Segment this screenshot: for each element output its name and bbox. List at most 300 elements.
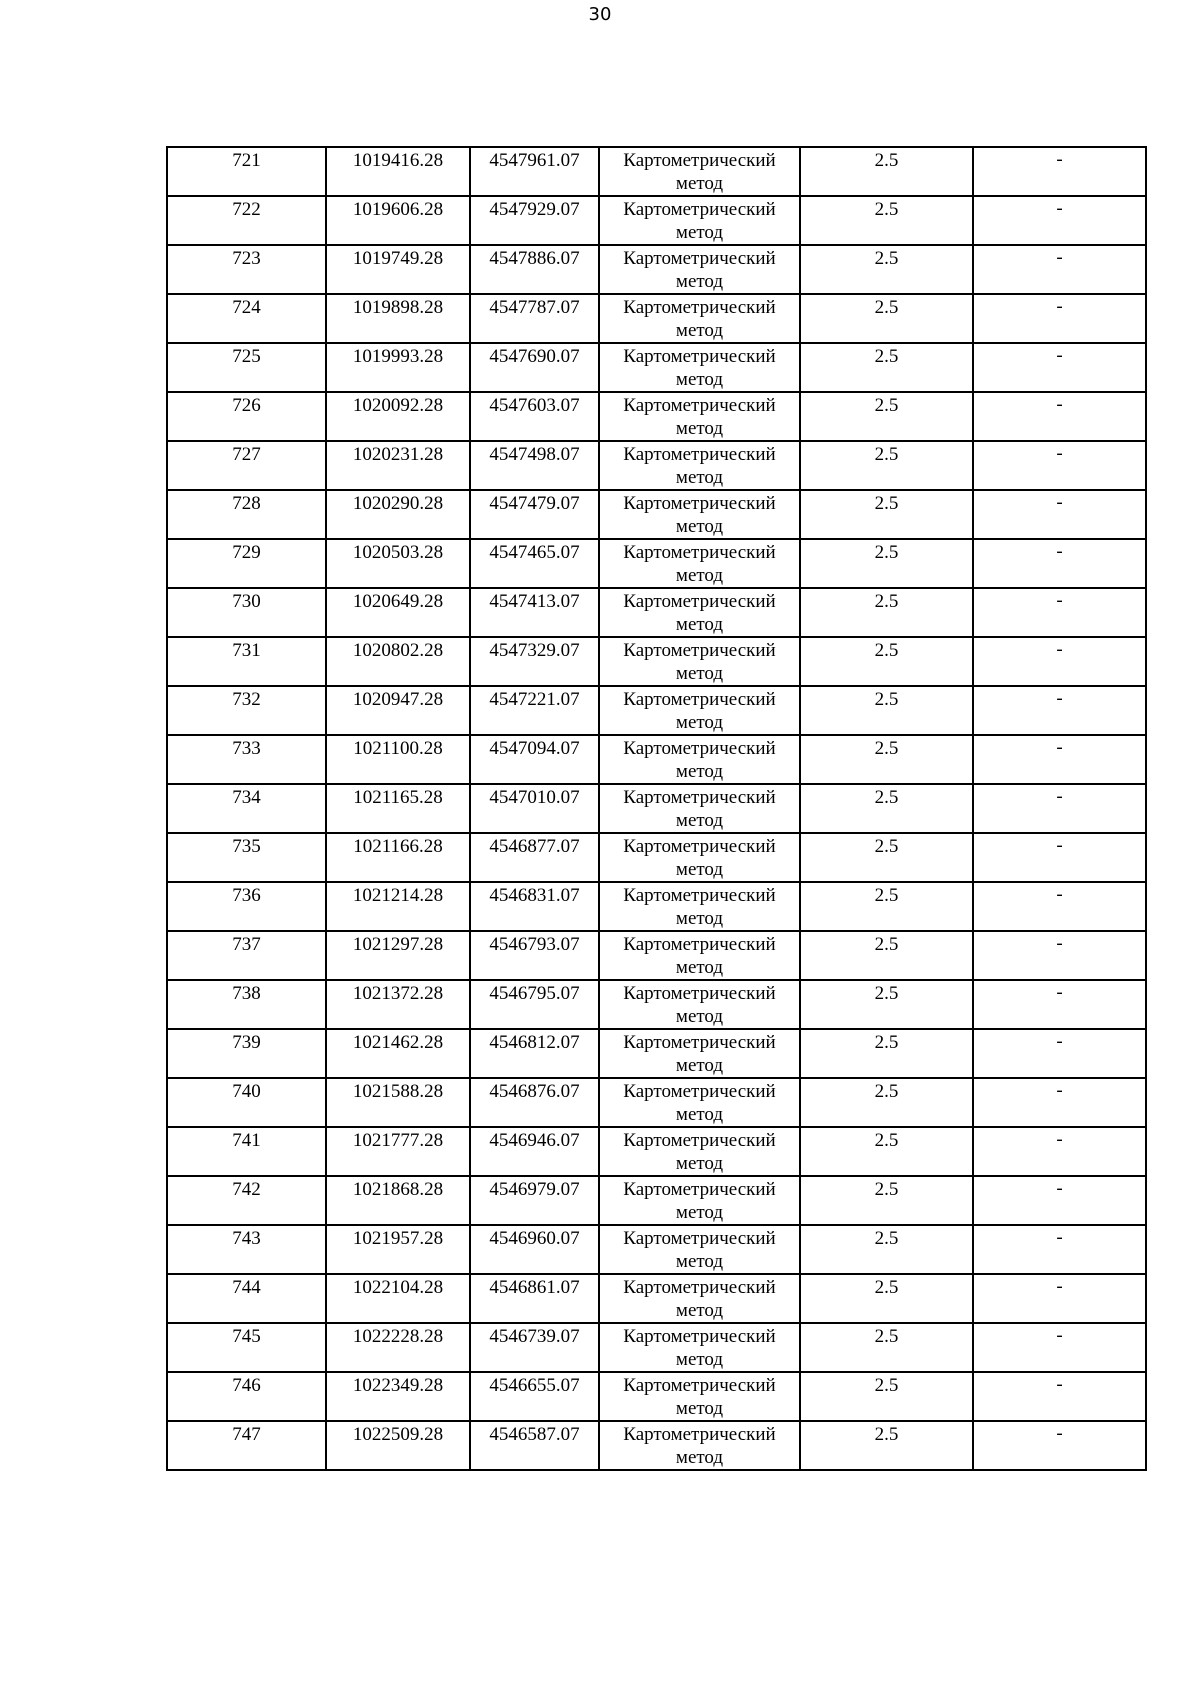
method-line2: метод <box>675 565 724 586</box>
note-cell-text: - <box>1056 1227 1063 1248</box>
x-coordinate-cell <box>326 147 470 196</box>
method-line2: метод <box>675 1104 724 1125</box>
note-cell-text: - <box>1056 296 1063 317</box>
y-coordinate-cell-text: 4547094.07 <box>489 738 580 759</box>
method-line2: метод <box>675 663 724 684</box>
y-coordinate-cell-text: 4546979.07 <box>489 1179 580 1200</box>
note-cell <box>973 294 1146 343</box>
table-row <box>167 1225 1146 1274</box>
accuracy-cell <box>800 588 973 637</box>
method-cell <box>599 1225 800 1274</box>
y-coordinate-cell <box>470 980 599 1029</box>
method-line2: метод <box>675 908 724 929</box>
x-coordinate-cell <box>326 882 470 931</box>
point-number-cell-text: 745 <box>232 1326 261 1347</box>
table-row <box>167 490 1146 539</box>
accuracy-cell-text: 2.5 <box>874 1228 899 1249</box>
y-coordinate-cell <box>470 735 599 784</box>
note-cell-text: - <box>1056 590 1063 611</box>
point-number-cell-text: 740 <box>232 1081 261 1102</box>
method-cell <box>599 392 800 441</box>
point-number-cell-text: 734 <box>232 787 261 808</box>
x-coordinate-cell <box>326 1029 470 1078</box>
page-number: 30 <box>588 4 612 25</box>
point-number-cell-text: 723 <box>232 248 261 269</box>
note-cell <box>973 686 1146 735</box>
table-row <box>167 1274 1146 1323</box>
method-line1: Картометрический <box>623 199 776 220</box>
method-line2: метод <box>675 1202 724 1223</box>
accuracy-cell <box>800 735 973 784</box>
method-line1: Картометрический <box>623 738 776 759</box>
accuracy-cell <box>800 1127 973 1176</box>
note-cell-text: - <box>1056 198 1063 219</box>
note-cell-text: - <box>1056 149 1063 170</box>
method-cell <box>599 1372 800 1421</box>
x-coordinate-cell <box>326 931 470 980</box>
x-coordinate-cell <box>326 1176 470 1225</box>
method-line1: Картометрический <box>623 885 776 906</box>
method-line1: Картометрический <box>623 346 776 367</box>
note-cell-text: - <box>1056 1374 1063 1395</box>
point-number-cell <box>167 1225 326 1274</box>
note-cell <box>973 1323 1146 1372</box>
x-coordinate-cell <box>326 245 470 294</box>
method-line1: Картометрический <box>623 787 776 808</box>
method-cell <box>599 1127 800 1176</box>
table-row <box>167 686 1146 735</box>
note-cell-text: - <box>1056 982 1063 1003</box>
y-coordinate-cell-text: 4546960.07 <box>489 1228 580 1249</box>
note-cell-text: - <box>1056 1423 1063 1444</box>
point-number-cell <box>167 1421 326 1470</box>
accuracy-cell <box>800 490 973 539</box>
method-line2: метод <box>675 222 724 243</box>
accuracy-cell-text: 2.5 <box>874 346 899 367</box>
method-cell <box>599 1029 800 1078</box>
note-cell <box>973 1421 1146 1470</box>
x-coordinate-cell <box>326 1127 470 1176</box>
x-coordinate-cell-text: 1020503.28 <box>352 542 444 563</box>
accuracy-cell <box>800 294 973 343</box>
y-coordinate-cell-text: 4547413.07 <box>489 591 580 612</box>
x-coordinate-cell <box>326 490 470 539</box>
table-row <box>167 1029 1146 1078</box>
method-line2: метод <box>675 810 724 831</box>
y-coordinate-cell <box>470 588 599 637</box>
note-cell <box>973 245 1146 294</box>
note-cell <box>973 1078 1146 1127</box>
table-row <box>167 1127 1146 1176</box>
note-cell-text: - <box>1056 1129 1063 1150</box>
accuracy-cell-text: 2.5 <box>874 983 899 1004</box>
y-coordinate-cell <box>470 392 599 441</box>
method-line2: метод <box>675 320 724 341</box>
table-row <box>167 1323 1146 1372</box>
method-cell <box>599 1176 800 1225</box>
note-cell-text: - <box>1056 1080 1063 1101</box>
point-number-cell-text: 732 <box>232 689 261 710</box>
point-number-cell <box>167 1372 326 1421</box>
method-cell <box>599 147 800 196</box>
y-coordinate-cell <box>470 245 599 294</box>
x-coordinate-cell-text: 1021166.28 <box>353 836 443 857</box>
y-coordinate-cell-text: 4547010.07 <box>489 787 580 808</box>
note-cell-text: - <box>1056 394 1063 415</box>
method-cell <box>599 833 800 882</box>
note-cell-text: - <box>1056 884 1063 905</box>
method-cell <box>599 686 800 735</box>
accuracy-cell <box>800 1078 973 1127</box>
table-row <box>167 588 1146 637</box>
point-number-cell-text: 725 <box>232 346 261 367</box>
point-number-cell <box>167 441 326 490</box>
table-row <box>167 784 1146 833</box>
accuracy-cell <box>800 882 973 931</box>
y-coordinate-cell <box>470 441 599 490</box>
x-coordinate-cell <box>326 1225 470 1274</box>
method-line2: метод <box>675 369 724 390</box>
x-coordinate-cell-text: 1022349.28 <box>352 1375 444 1396</box>
y-coordinate-cell-text: 4547479.07 <box>489 493 580 514</box>
point-number-cell <box>167 980 326 1029</box>
y-coordinate-cell-text: 4547690.07 <box>489 346 580 367</box>
accuracy-cell <box>800 441 973 490</box>
x-coordinate-cell-text: 1019416.28 <box>352 150 444 171</box>
accuracy-cell-text: 2.5 <box>874 493 899 514</box>
x-coordinate-cell-text: 1021462.28 <box>352 1032 444 1053</box>
note-cell <box>973 1372 1146 1421</box>
method-cell <box>599 588 800 637</box>
y-coordinate-cell-text: 4546795.07 <box>489 983 580 1004</box>
y-coordinate-cell-text: 4547465.07 <box>489 542 580 563</box>
point-number-cell-text: 730 <box>232 591 261 612</box>
method-line1: Картометрический <box>623 640 776 661</box>
accuracy-cell <box>800 1274 973 1323</box>
table-row <box>167 833 1146 882</box>
note-cell-text: - <box>1056 1276 1063 1297</box>
y-coordinate-cell-text: 4547961.07 <box>489 150 580 171</box>
y-coordinate-cell <box>470 1078 599 1127</box>
method-cell <box>599 245 800 294</box>
accuracy-cell <box>800 637 973 686</box>
table-row <box>167 245 1146 294</box>
method-cell <box>599 490 800 539</box>
accuracy-cell <box>800 392 973 441</box>
accuracy-cell <box>800 1323 973 1372</box>
x-coordinate-cell-text: 1020290.28 <box>352 493 444 514</box>
method-line2: метод <box>675 173 724 194</box>
method-line1: Картометрический <box>623 836 776 857</box>
accuracy-cell-text: 2.5 <box>874 1326 899 1347</box>
y-coordinate-cell <box>470 147 599 196</box>
accuracy-cell-text: 2.5 <box>874 297 899 318</box>
accuracy-cell <box>800 784 973 833</box>
accuracy-cell-text: 2.5 <box>874 199 899 220</box>
method-cell <box>599 343 800 392</box>
point-number-cell-text: 722 <box>232 199 261 220</box>
x-coordinate-cell <box>326 392 470 441</box>
method-line2: метод <box>675 1300 724 1321</box>
accuracy-cell <box>800 196 973 245</box>
table-row <box>167 147 1146 196</box>
x-coordinate-cell <box>326 1372 470 1421</box>
note-cell-text: - <box>1056 247 1063 268</box>
method-line1: Картометрический <box>623 934 776 955</box>
x-coordinate-cell <box>326 980 470 1029</box>
accuracy-cell-text: 2.5 <box>874 1277 899 1298</box>
note-cell <box>973 1225 1146 1274</box>
x-coordinate-cell <box>326 833 470 882</box>
method-line1: Картометрический <box>623 444 776 465</box>
note-cell-text: - <box>1056 492 1063 513</box>
accuracy-cell <box>800 245 973 294</box>
method-cell <box>599 294 800 343</box>
note-cell-text: - <box>1056 1325 1063 1346</box>
accuracy-cell-text: 2.5 <box>874 248 899 269</box>
note-cell <box>973 931 1146 980</box>
x-coordinate-cell-text: 1020649.28 <box>352 591 444 612</box>
y-coordinate-cell <box>470 686 599 735</box>
method-line1: Картометрический <box>623 1228 776 1249</box>
table-row <box>167 441 1146 490</box>
method-line2: метод <box>675 1349 724 1370</box>
x-coordinate-cell <box>326 196 470 245</box>
y-coordinate-cell-text: 4546877.07 <box>489 836 580 857</box>
point-number-cell-text: 737 <box>232 934 261 955</box>
x-coordinate-cell-text: 1019606.28 <box>352 199 444 220</box>
y-coordinate-cell <box>470 196 599 245</box>
point-number-cell <box>167 1127 326 1176</box>
point-number-cell <box>167 245 326 294</box>
accuracy-cell <box>800 980 973 1029</box>
point-number-cell <box>167 735 326 784</box>
y-coordinate-cell-text: 4547221.07 <box>489 689 580 710</box>
y-coordinate-cell <box>470 784 599 833</box>
x-coordinate-cell-text: 1021588.28 <box>352 1081 444 1102</box>
method-line1: Картометрический <box>623 297 776 318</box>
point-number-cell <box>167 294 326 343</box>
note-cell-text: - <box>1056 541 1063 562</box>
point-number-cell <box>167 196 326 245</box>
accuracy-cell <box>800 539 973 588</box>
accuracy-cell-text: 2.5 <box>874 1130 899 1151</box>
note-cell <box>973 441 1146 490</box>
note-cell-text: - <box>1056 688 1063 709</box>
x-coordinate-cell-text: 1022509.28 <box>352 1424 444 1445</box>
accuracy-cell-text: 2.5 <box>874 1032 899 1053</box>
y-coordinate-cell-text: 4546946.07 <box>489 1130 580 1151</box>
point-number-cell-text: 736 <box>232 885 261 906</box>
x-coordinate-cell-text: 1021372.28 <box>352 983 444 1004</box>
method-line1: Картометрический <box>623 248 776 269</box>
note-cell <box>973 1029 1146 1078</box>
point-number-cell <box>167 637 326 686</box>
point-number-cell <box>167 1029 326 1078</box>
method-line1: Картометрический <box>623 395 776 416</box>
point-number-cell-text: 741 <box>232 1130 261 1151</box>
point-number-cell-text: 746 <box>232 1375 261 1396</box>
accuracy-cell <box>800 1225 973 1274</box>
method-cell <box>599 931 800 980</box>
method-cell <box>599 1323 800 1372</box>
method-line2: метод <box>675 957 724 978</box>
method-cell <box>599 784 800 833</box>
method-cell <box>599 735 800 784</box>
y-coordinate-cell-text: 4546812.07 <box>489 1032 580 1053</box>
x-coordinate-cell-text: 1021165.28 <box>353 787 443 808</box>
accuracy-cell-text: 2.5 <box>874 150 899 171</box>
point-number-cell-text: 738 <box>232 983 261 1004</box>
method-line1: Картометрический <box>623 1424 776 1445</box>
accuracy-cell-text: 2.5 <box>874 1179 899 1200</box>
y-coordinate-cell-text: 4546831.07 <box>489 885 580 906</box>
method-line2: метод <box>675 1398 724 1419</box>
method-line2: метод <box>675 1055 724 1076</box>
y-coordinate-cell <box>470 490 599 539</box>
method-line1: Картометрический <box>623 689 776 710</box>
method-line2: метод <box>675 1447 724 1468</box>
accuracy-cell <box>800 1029 973 1078</box>
method-line1: Картометрический <box>623 1130 776 1151</box>
note-cell-text: - <box>1056 1031 1063 1052</box>
point-number-cell-text: 721 <box>232 150 261 171</box>
note-cell-text: - <box>1056 443 1063 464</box>
table-row <box>167 294 1146 343</box>
table-row <box>167 735 1146 784</box>
point-number-cell-text: 727 <box>232 444 261 465</box>
y-coordinate-cell <box>470 1274 599 1323</box>
method-cell <box>599 882 800 931</box>
point-number-cell-text: 735 <box>232 836 261 857</box>
table-row <box>167 882 1146 931</box>
accuracy-cell-text: 2.5 <box>874 885 899 906</box>
accuracy-cell-text: 2.5 <box>874 787 899 808</box>
x-coordinate-cell <box>326 1421 470 1470</box>
accuracy-cell <box>800 931 973 980</box>
method-line2: метод <box>675 271 724 292</box>
x-coordinate-cell-text: 1022104.28 <box>352 1277 444 1298</box>
y-coordinate-cell-text: 4547498.07 <box>489 444 580 465</box>
table-row <box>167 392 1146 441</box>
note-cell <box>973 882 1146 931</box>
y-coordinate-cell <box>470 882 599 931</box>
method-line1: Картометрический <box>623 1326 776 1347</box>
note-cell <box>973 1274 1146 1323</box>
accuracy-cell <box>800 1372 973 1421</box>
note-cell <box>973 1127 1146 1176</box>
accuracy-cell-text: 2.5 <box>874 1081 899 1102</box>
method-line1: Картометрический <box>623 983 776 1004</box>
y-coordinate-cell <box>470 1176 599 1225</box>
y-coordinate-cell <box>470 637 599 686</box>
method-line2: метод <box>675 467 724 488</box>
x-coordinate-cell <box>326 784 470 833</box>
x-coordinate-cell <box>326 294 470 343</box>
accuracy-cell-text: 2.5 <box>874 689 899 710</box>
note-cell <box>973 784 1146 833</box>
table-row <box>167 931 1146 980</box>
point-number-cell-text: 731 <box>232 640 261 661</box>
table-row <box>167 343 1146 392</box>
point-number-cell <box>167 147 326 196</box>
accuracy-cell <box>800 343 973 392</box>
y-coordinate-cell <box>470 1421 599 1470</box>
y-coordinate-cell <box>470 931 599 980</box>
method-line2: метод <box>675 1153 724 1174</box>
table-row <box>167 1176 1146 1225</box>
point-number-cell <box>167 931 326 980</box>
point-number-cell <box>167 343 326 392</box>
method-line1: Картометрический <box>623 542 776 563</box>
y-coordinate-cell-text: 4546861.07 <box>489 1277 580 1298</box>
note-cell <box>973 1176 1146 1225</box>
note-cell <box>973 392 1146 441</box>
point-number-cell-text: 728 <box>232 493 261 514</box>
method-line1: Картометрический <box>623 1375 776 1396</box>
y-coordinate-cell <box>470 1225 599 1274</box>
method-cell <box>599 1421 800 1470</box>
x-coordinate-cell <box>326 588 470 637</box>
method-line1: Картометрический <box>623 493 776 514</box>
point-number-cell-text: 747 <box>232 1424 261 1445</box>
method-line1: Картометрический <box>623 591 776 612</box>
note-cell-text: - <box>1056 835 1063 856</box>
x-coordinate-cell-text: 1021957.28 <box>352 1228 444 1249</box>
accuracy-cell-text: 2.5 <box>874 640 899 661</box>
point-number-cell <box>167 1176 326 1225</box>
note-cell-text: - <box>1056 345 1063 366</box>
point-number-cell-text: 726 <box>232 395 261 416</box>
method-line2: метод <box>675 761 724 782</box>
method-line2: метод <box>675 418 724 439</box>
y-coordinate-cell-text: 4546739.07 <box>489 1326 580 1347</box>
accuracy-cell-text: 2.5 <box>874 934 899 955</box>
note-cell <box>973 735 1146 784</box>
x-coordinate-cell-text: 1019749.28 <box>352 248 444 269</box>
method-cell <box>599 196 800 245</box>
note-cell <box>973 196 1146 245</box>
x-coordinate-cell <box>326 539 470 588</box>
method-line1: Картометрический <box>623 1277 776 1298</box>
x-coordinate-cell-text: 1021868.28 <box>352 1179 444 1200</box>
x-coordinate-cell-text: 1021214.28 <box>352 885 444 906</box>
accuracy-cell-text: 2.5 <box>874 395 899 416</box>
point-number-cell <box>167 686 326 735</box>
x-coordinate-cell-text: 1020802.28 <box>352 640 444 661</box>
y-coordinate-cell-text: 4547329.07 <box>489 640 580 661</box>
method-cell <box>599 637 800 686</box>
y-coordinate-cell-text: 4546655.07 <box>489 1375 580 1396</box>
y-coordinate-cell <box>470 294 599 343</box>
note-cell <box>973 588 1146 637</box>
point-number-cell <box>167 1323 326 1372</box>
note-cell-text: - <box>1056 737 1063 758</box>
y-coordinate-cell-text: 4547787.07 <box>489 297 580 318</box>
method-line2: метод <box>675 1251 724 1272</box>
x-coordinate-cell <box>326 637 470 686</box>
y-coordinate-cell-text: 4547886.07 <box>489 248 580 269</box>
note-cell <box>973 147 1146 196</box>
method-cell <box>599 441 800 490</box>
y-coordinate-cell <box>470 1372 599 1421</box>
accuracy-cell-text: 2.5 <box>874 542 899 563</box>
point-number-cell-text: 742 <box>232 1179 261 1200</box>
y-coordinate-cell <box>470 1029 599 1078</box>
y-coordinate-cell <box>470 343 599 392</box>
x-coordinate-cell-text: 1022228.28 <box>352 1326 444 1347</box>
y-coordinate-cell <box>470 833 599 882</box>
